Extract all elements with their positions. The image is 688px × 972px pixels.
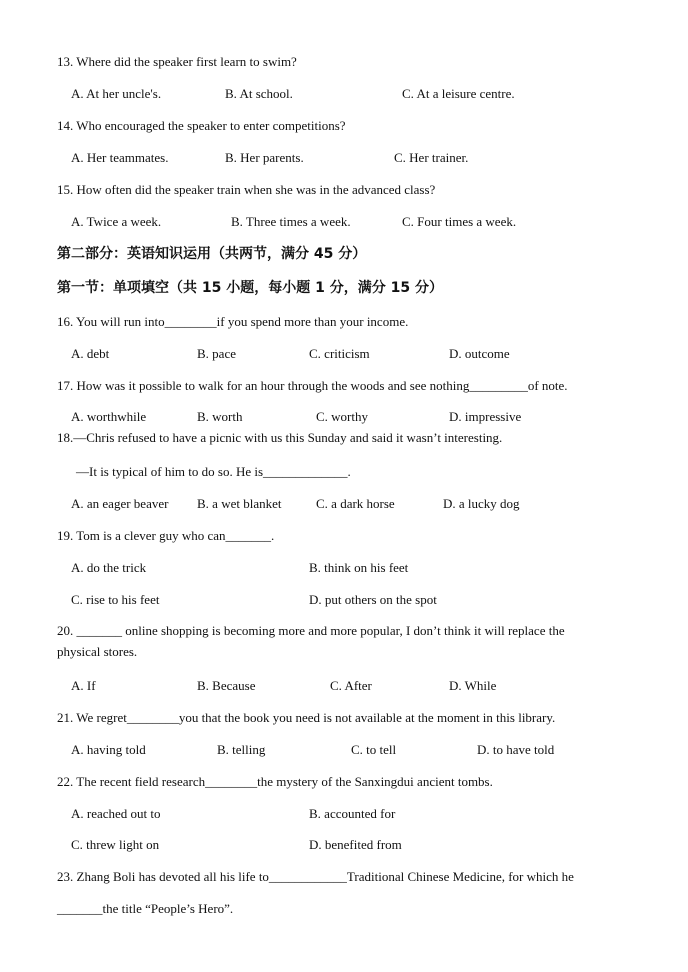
part-2-heading: 第二部分：英语知识运用（共两节，满分 45 分）	[57, 246, 367, 262]
q16-option-b: B. pace	[197, 346, 236, 361]
q22-option-b: B. accounted for	[309, 806, 396, 821]
question-13-stem: 13. Where did the speaker first learn to swim?	[57, 54, 297, 69]
q19-option-b: B. think on his feet	[309, 560, 409, 575]
question-16-stem: 16. You will run into________if you spend more than your income.	[57, 314, 409, 329]
question-15-stem: 15. How often did the speaker train when she was in the advanced class?	[57, 182, 436, 197]
q13-option-c: C. At a leisure centre.	[402, 86, 515, 101]
q21-option-b: B. telling	[217, 742, 266, 757]
q17-option-a: A. worthwhile	[71, 409, 147, 424]
question-20-stem-line1: 20. _______ online shopping is becoming more and more popular, I don’t think it will replace the	[57, 623, 565, 638]
q17-option-d: D. impressive	[449, 409, 522, 424]
question-20-stem-line2: physical stores.	[57, 644, 138, 659]
q22-option-a: A. reached out to	[71, 806, 161, 821]
q14-option-a: A. Her teammates.	[71, 150, 169, 165]
q15-option-a: A. Twice a week.	[71, 214, 162, 229]
q17-option-c: C. worthy	[316, 409, 368, 424]
question-23-stem-line1: 23. Zhang Boli has devoted all his life to____________Traditional Chinese Medicine, for which he	[57, 869, 574, 884]
question-21-stem: 21. We regret________you that the book you need is not available at the moment in this library.	[57, 710, 556, 725]
q18-option-b: B. a wet blanket	[197, 496, 282, 511]
question-18-reply: —It is typical of him to do so. He is_____________.	[76, 464, 351, 479]
question-18-stem: 18.—Chris refused to have a picnic with us this Sunday and said it wasn’t interesting.	[57, 430, 503, 445]
q20-option-d: D. While	[449, 678, 497, 693]
q19-option-c: C. rise to his feet	[71, 592, 160, 607]
q19-option-a: A. do the trick	[71, 560, 147, 575]
q20-option-c: C. After	[330, 678, 372, 693]
q20-option-b: B. Because	[197, 678, 256, 693]
question-14-stem: 14. Who encouraged the speaker to enter competitions?	[57, 118, 346, 133]
q16-option-a: A. debt	[71, 346, 110, 361]
q15-option-c: C. Four times a week.	[402, 214, 517, 229]
q18-option-d: D. a lucky dog	[443, 496, 520, 511]
question-22-stem: 22. The recent field research________the mystery of the Sanxingdui ancient tombs.	[57, 774, 493, 789]
q14-option-c: C. Her trainer.	[394, 150, 469, 165]
q22-option-c: C. threw light on	[71, 837, 160, 852]
q14-option-b: B. Her parents.	[225, 150, 304, 165]
q16-option-c: C. criticism	[309, 346, 370, 361]
q21-option-c: C. to tell	[351, 742, 397, 757]
q13-option-b: B. At school.	[225, 86, 293, 101]
q13-option-a: A. At her uncle's.	[71, 86, 162, 101]
q21-option-a: A. having told	[71, 742, 146, 757]
q16-option-d: D. outcome	[449, 346, 510, 361]
question-23-stem-line2: _______the title “People’s Hero”.	[57, 901, 234, 916]
question-19-stem: 19. Tom is a clever guy who can_______.	[57, 528, 275, 543]
q21-option-d: D. to have told	[477, 742, 555, 757]
question-17-stem: 17. How was it possible to walk for an hour through the woods and see nothing_________of note.	[57, 378, 568, 393]
q17-option-b: B. worth	[197, 409, 243, 424]
q20-option-a: A. If	[71, 678, 96, 693]
q18-option-c: C. a dark horse	[316, 496, 395, 511]
q19-option-d: D. put others on the spot	[309, 592, 437, 607]
q22-option-d: D. benefited from	[309, 837, 402, 852]
section-1-heading: 第一节：单项填空（共 15 小题，每小题 1 分，满分 15 分）	[57, 280, 443, 296]
q15-option-b: B. Three times a week.	[231, 214, 351, 229]
q18-option-a: A. an eager beaver	[71, 496, 169, 511]
